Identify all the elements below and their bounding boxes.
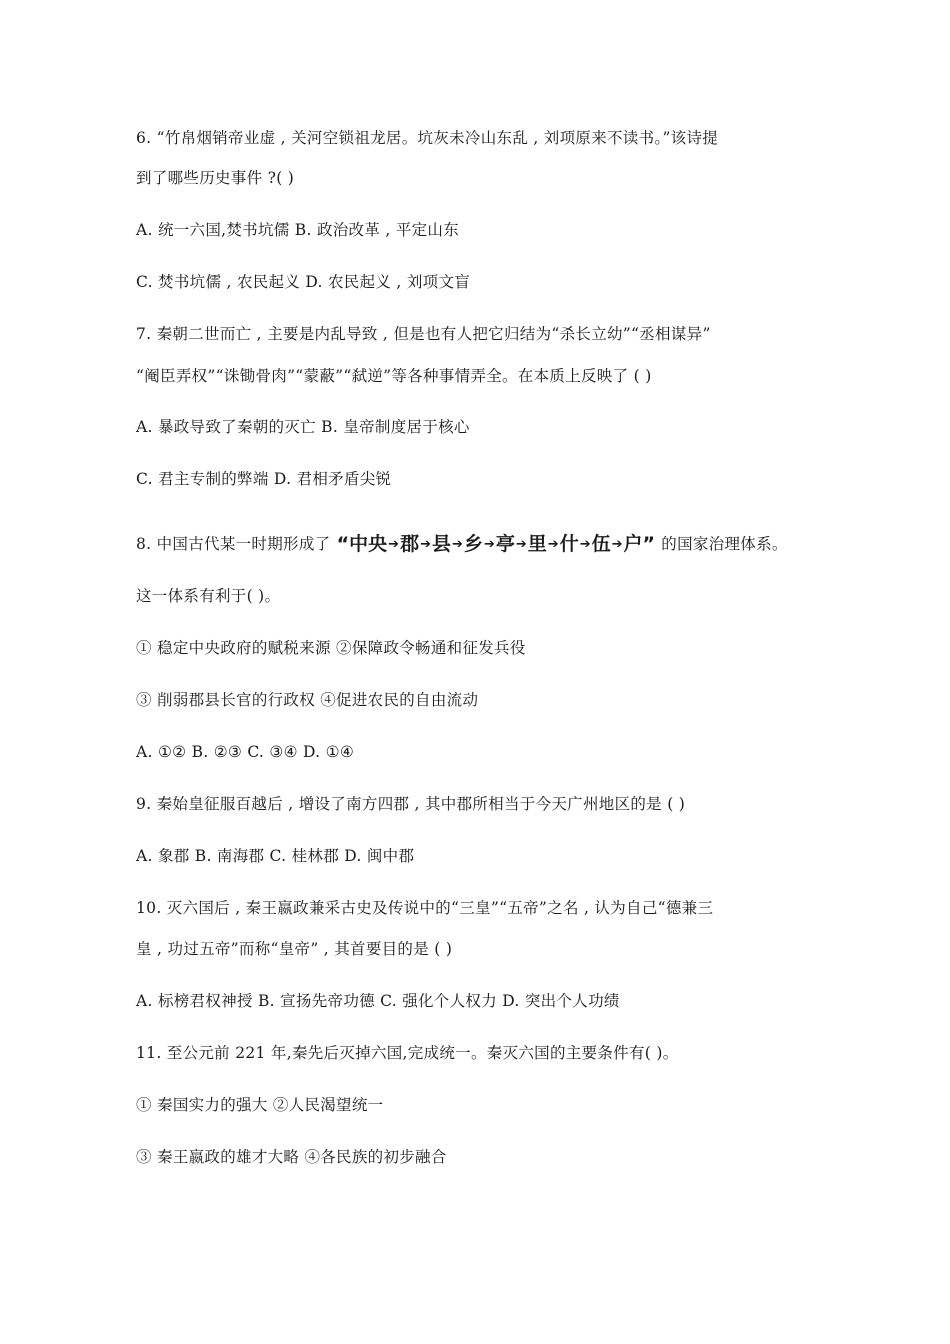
chain-item: 里 [527, 533, 547, 555]
question-6-stem-line-1: 6. “竹帛烟销帝业虚 , 关河空锁祖龙居。坑灰未冷山东乱 , 刘项原来不读书。”该诗提 [136, 129, 719, 147]
question-11-items-line-2: ③ 秦王嬴政的雄才大略 ④各民族的初步融合 [136, 1148, 447, 1166]
question-8-prefix: 8. 中国古代某一时期形成了 [136, 535, 331, 553]
question-7-options-line-1: A. 暴政导致了秦朝的灭亡 B. 皇帝制度居于核心 [136, 418, 470, 436]
question-10-stem-line-1: 10. 灭六国后 , 秦王嬴政兼采古史及传说中的“三皇”“五帝”之名 , 认为自己“德兼三 [136, 899, 714, 917]
chain-item: 县 [432, 533, 452, 555]
chain-item: 亭 [495, 533, 515, 555]
chain-open-quote: “ [336, 533, 350, 555]
question-9-stem-line-1: 9. 秦始皇征服百越后 , 增设了南方四郡 , 其中郡所相当于今天广州地区的是 ( ) [136, 795, 686, 813]
question-7-stem-line-1: 7. 秦朝二世而亡 , 主要是内乱导致 , 但是也有人把它归结为“杀长立幼”“丞相谋异” [136, 325, 711, 343]
arrow-right-icon: ➔ [452, 537, 463, 552]
chain-item: 郡 [400, 533, 420, 555]
question-11-stem-line-1: 11. 至公元前 221 年,秦先后灭掉六国,完成统一。秦灭六国的主要条件有( )。 [136, 1044, 679, 1062]
chain-close-quote: ” [642, 533, 656, 555]
question-8-items-line-1: ① 稳定中央政府的赋税来源 ②保障政令畅通和征发兵役 [136, 639, 526, 657]
question-10-stem-line-2: 皇 , 功过五帝”而称“皇帝” , 其首要目的是 ( ) [136, 940, 453, 958]
arrow-right-icon: ➔ [483, 537, 495, 552]
question-7-stem-line-2: “阉臣弄权”“诛锄骨肉”“蒙蔽”“弑逆”等各种事情弄全。在本质上反映了 ( ) [136, 367, 652, 385]
chain-item: 什 [559, 533, 579, 555]
question-6-options-line-1: A. 统一六国,焚书坑儒 B. 政治改革 , 平定山东 [136, 221, 460, 239]
question-7-options-line-2: C. 君主专制的弊端 D. 君相矛盾尖锐 [136, 470, 392, 488]
arrow-right-icon: ➔ [611, 537, 623, 552]
arrow-right-icon: ➔ [388, 537, 400, 552]
chain-item: 户 [623, 533, 643, 555]
chain-item: 乡 [463, 533, 483, 555]
arrow-right-icon: ➔ [579, 537, 591, 552]
question-8-options-line-1: A. ①② B. ②③ C. ③④ D. ①④ [136, 743, 355, 761]
question-8-stem-line-1 [136, 533, 788, 556]
question-6-options-line-2: C. 焚书坑儒 , 农民起义 D. 农民起义 , 刘项文盲 [136, 273, 471, 291]
question-11-items-line-1: ① 秦国实力的强大 ②人民渴望统一 [136, 1096, 384, 1114]
arrow-right-icon: ➔ [420, 537, 431, 552]
arrow-right-icon: ➔ [547, 537, 559, 552]
chain-item: 伍 [591, 533, 611, 555]
arrow-right-icon: ➔ [515, 537, 527, 552]
chain-item: 中央 [349, 533, 388, 555]
question-8-stem-line-2: 这一体系有利于( )。 [136, 587, 281, 605]
question-6-stem-line-2: 到了哪些历史事件 ?( ) [136, 169, 295, 187]
question-9-options-line-1: A. 象郡 B. 南海郡 C. 桂林郡 D. 闽中郡 [136, 847, 415, 865]
administrative-chain [337, 533, 655, 556]
question-10-options-line-1: A. 标榜君权神授 B. 宣扬先帝功德 C. 强化个人权力 D. 突出个人功绩 [136, 992, 620, 1010]
question-8-suffix: 的国家治理体系。 [661, 535, 788, 553]
question-8-items-line-2: ③ 削弱郡县长官的行政权 ④促进农民的自由流动 [136, 691, 479, 709]
